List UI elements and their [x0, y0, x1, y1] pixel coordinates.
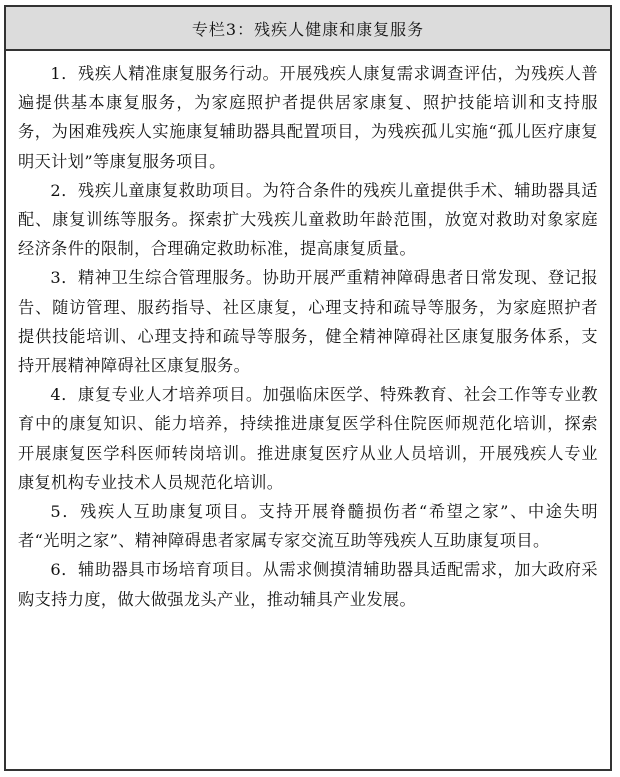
- column-item-4: 4．康复专业人才培养项目。加强临床医学、特殊教育、社会工作等专业教育中的康复知识、能力培养，持续推进康复医学科住院医师规范化培训，探索开展康复医学科医师转岗培训。推进康复医疗从业人员培训，开展残疾人专业康复机构专业技术人员规范化培训。: [18, 385, 598, 492]
- column-item-5: 5．残疾人互助康复项目。支持开展脊髓损伤者“希望之家”、中途失明者“光明之家”、精神障碍患者家属专家交流互助等残疾人互助康复项目。: [18, 502, 598, 551]
- column-box: [4, 5, 612, 771]
- column-item-3: 3．精神卫生综合管理服务。协助开展严重精神障碍患者日常发现、登记报告、随访管理、服药指导、社区康复，心理支持和疏导等服务，为家庭照护者提供技能培训、心理支持和疏导等服务，健全精神障碍社区康复服务体系，支持开展精神障碍社区康复服务。: [18, 268, 598, 376]
- column-item-1: 1．残疾人精准康复服务行动。开展残疾人康复需求调查评估，为残疾人普遍提供基本康复服务，为家庭照护者提供居家康复、照护技能培训和支持服务，为困难残疾人实施康复辅助器具配置项目，为残疾孤儿实施“孤儿医疗康复明天计划”等康复服务项目。: [18, 64, 598, 171]
- column-item-2: 2．残疾儿童康复救助项目。为符合条件的残疾儿童提供手术、辅助器具适配、康复训练等服务。探索扩大残疾儿童救助年龄范围，放宽对救助对象家庭经济条件的限制，合理确定救助标准，提高康复质量。: [18, 180, 598, 259]
- column-content: [6, 51, 610, 614]
- column-item-6: 6．辅助器具市场培育项目。从需求侧摸清辅助器具适配需求，加大政府采购支持力度，做大做强龙头产业，推动辅具产业发展。: [18, 560, 598, 609]
- column-title: 专栏3：残疾人健康和康复服务: [6, 7, 610, 51]
